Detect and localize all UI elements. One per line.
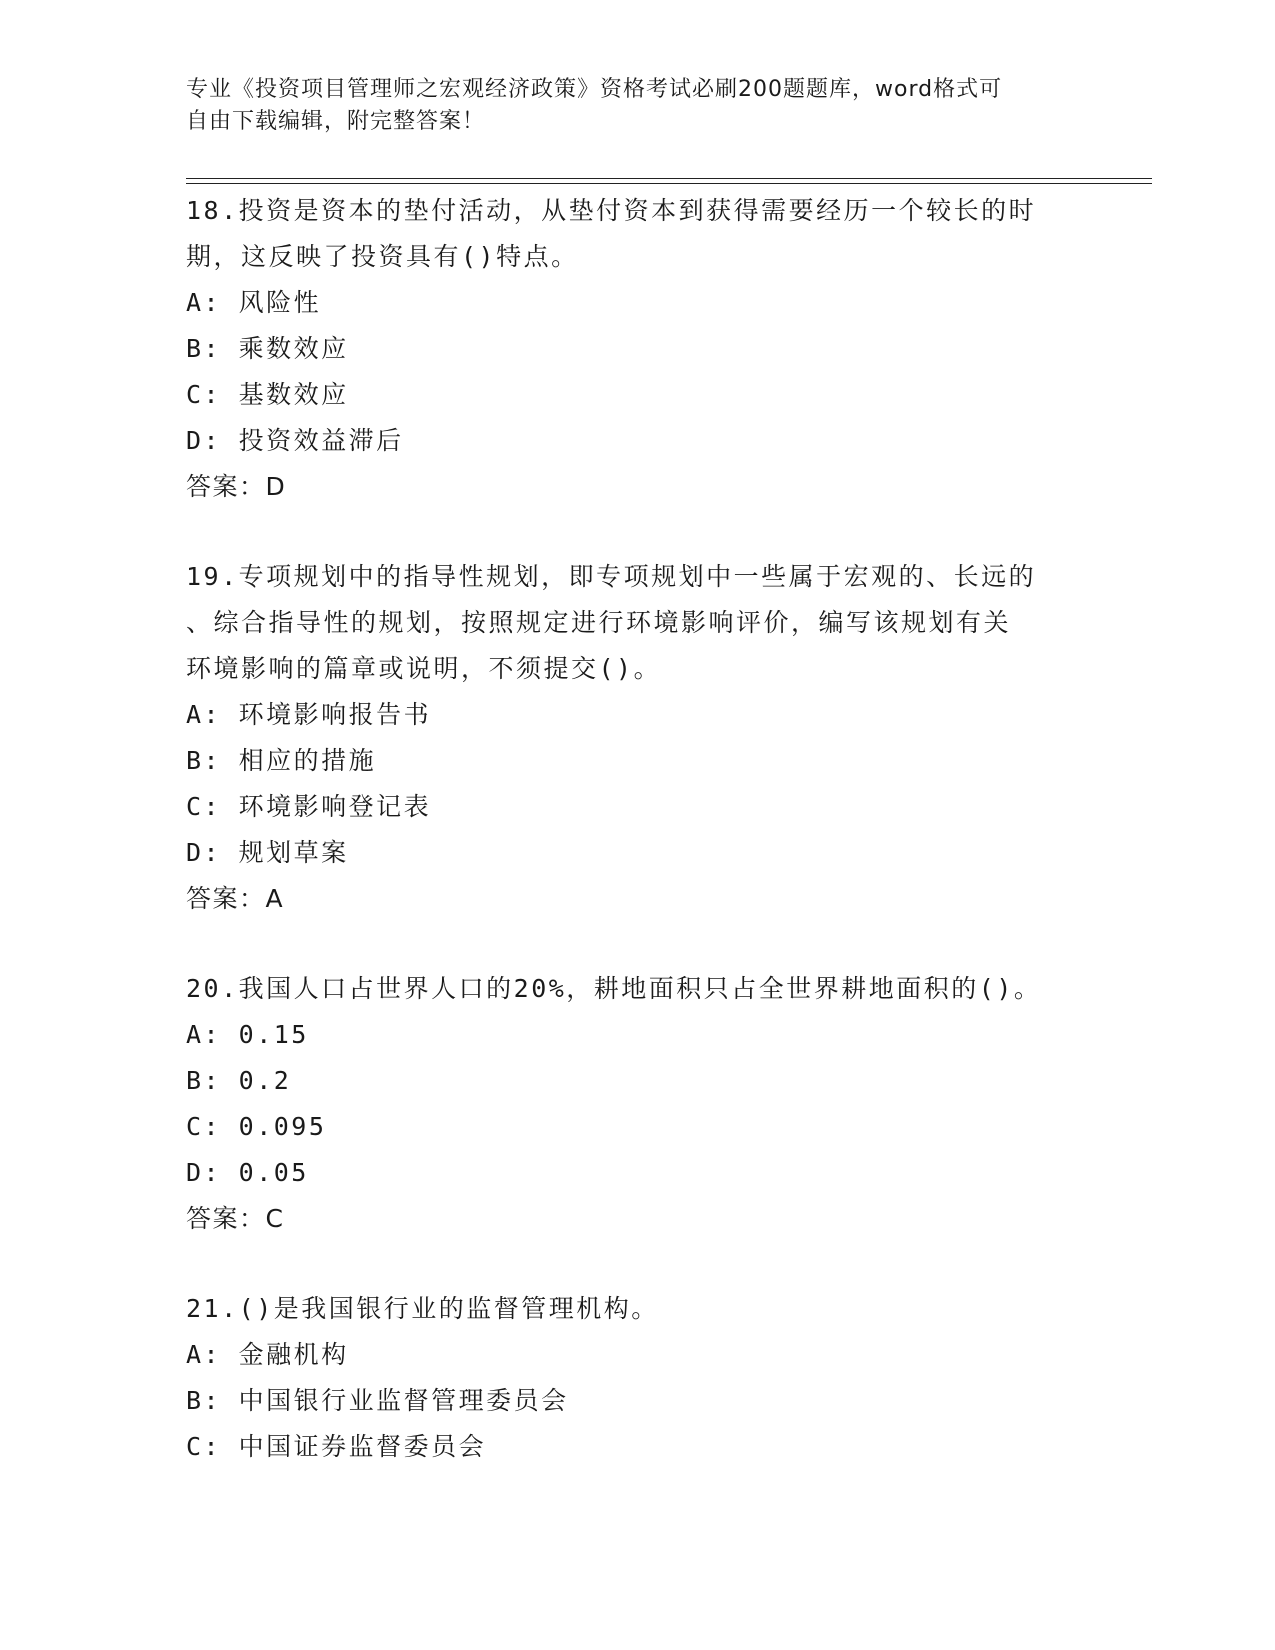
header-line-1: 专业《投资项目管理师之宏观经济政策》资格考试必刷200题题库，word格式可 — [186, 77, 1003, 102]
option-c: C: 中国证券监督委员会 — [186, 1432, 487, 1461]
option-a: A: 风险性 — [186, 288, 322, 317]
option-b: B: 中国银行业监督管理委员会 — [186, 1386, 569, 1415]
question-stem-line: 19.专项规划中的指导性规划，即专项规划中一些属于宏观的、长远的 — [186, 562, 1037, 591]
question-list — [186, 188, 1086, 1470]
question-stem-line: 、综合指导性的规划，按照规定进行环境影响评价，编写该规划有关 — [186, 608, 1012, 637]
option-b: B: 相应的措施 — [186, 746, 377, 775]
document-header — [186, 74, 1066, 138]
option-b: B: 0.2 — [186, 1066, 292, 1095]
option-d: D: 投资效益滞后 — [186, 426, 404, 455]
question-18 — [186, 188, 1086, 510]
option-c: C: 0.095 — [186, 1112, 327, 1141]
option-a: A: 环境影响报告书 — [186, 700, 432, 729]
header-divider-bottom — [186, 183, 1152, 184]
question-stem-line: 20.我国人口占世界人口的20%，耕地面积只占全世界耕地面积的()。 — [186, 974, 1042, 1003]
header-divider-top — [186, 178, 1152, 179]
option-d: D: 0.05 — [186, 1158, 309, 1187]
question-21 — [186, 1286, 1086, 1470]
option-a: A: 金融机构 — [186, 1340, 349, 1369]
question-stem-line: 21.()是我国银行业的监督管理机构。 — [186, 1294, 659, 1323]
option-c: C: 环境影响登记表 — [186, 792, 432, 821]
answer-line: 答案：C — [186, 1204, 285, 1233]
option-a: A: 0.15 — [186, 1020, 309, 1049]
answer-line: 答案：A — [186, 884, 285, 913]
question-19 — [186, 554, 1086, 922]
option-b: B: 乘数效应 — [186, 334, 349, 363]
question-stem-line: 期，这反映了投资具有()特点。 — [186, 242, 579, 271]
question-stem-line: 环境影响的篇章或说明，不须提交()。 — [186, 654, 662, 683]
answer-line: 答案：D — [186, 472, 287, 501]
option-d: D: 规划草案 — [186, 838, 349, 867]
question-20 — [186, 966, 1086, 1242]
option-c: C: 基数效应 — [186, 380, 349, 409]
header-line-2: 自由下载编辑，附完整答案！ — [186, 109, 486, 134]
question-stem-line: 18.投资是资本的垫付活动，从垫付资本到获得需要经历一个较长的时 — [186, 196, 1037, 225]
